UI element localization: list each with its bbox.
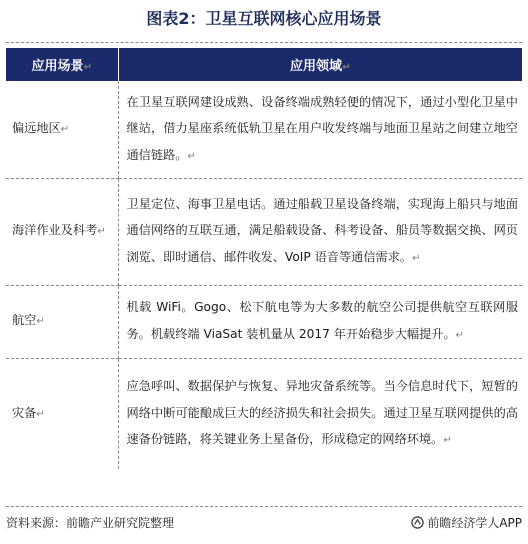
figure-title: 图表2：卫星互联网核心应用场景 [146,9,382,28]
publisher-credit [411,514,522,531]
paragraph-mark: ↵ [36,316,45,328]
bottom-rule [6,506,522,507]
application-table [6,48,522,469]
table-row [6,178,522,285]
table-row [6,358,522,469]
paragraph-mark: ↵ [83,62,92,73]
table-row [6,81,522,178]
row-desc-cell [118,178,522,285]
paragraph-mark: ↵ [443,435,452,446]
row-region: 偏远地区 [12,121,61,135]
header-field [118,48,522,81]
header-field-label: 应用领域 [290,59,343,74]
row-desc-cell [118,358,522,469]
paragraph-mark: ↵ [412,252,421,264]
row-region-cell [6,358,118,469]
row-region-cell [6,285,118,358]
publisher-name: 前瞻经济学人APP [427,516,522,530]
table-row [6,285,522,358]
row-desc: 在卫星互联网建设成熟、设备终端成熟轻便的情况下，通过小型化卫星中继站，借力星座系统低轨卫星在用户收发终端与地面卫星站之间建立地空通信链路。 [126,94,518,162]
paragraph-mark: ↵ [36,408,45,420]
header-scene [6,48,118,81]
paragraph-mark: ↵ [187,150,196,162]
row-region-cell [6,81,118,178]
paragraph-mark: ↵ [455,329,465,341]
row-desc: 卫星定位、海事卫星电话。通过船载卫星设备终端，实现海上船只与地面通信网络的互联互通，满足船载设备、科考设备、船员等数据交换、网页浏览、即时通信、邮件收发、VoIP 语音等通信需求。 [126,196,518,264]
source-note: 资料来源：前瞻产业研究院整理 [6,516,175,530]
header-row [6,48,522,81]
row-region: 海洋作业及科考 [12,223,98,238]
row-region: 灾备 [12,405,37,420]
paragraph-mark: ↵ [60,124,70,135]
row-region-cell [6,178,118,285]
paragraph-mark: ↵ [342,62,351,73]
publisher-logo-icon [411,516,424,529]
paragraph-mark: ↵ [97,226,106,238]
top-rule [6,42,522,43]
row-desc: 机载 WiFi。Gogo、松下航电等为大多数的航空公司提供航空互联网服务。机载终端 ViaSat 装机量从 2017 年开始稳步大幅提升。 [126,300,518,341]
row-desc-cell [118,81,522,178]
row-desc: 应急呼叫、数据保护与恢复、异地灾备系统等。当今信息时代下，短暂的网络中断可能酿成巨大的经济损失和社会损失。通过卫星互联网提供的高速备份链路，将关键业务上星备份，形成稳定的网络环境。 [126,379,518,446]
row-region: 航空 [12,313,37,328]
header-scene-label: 应用场景 [31,59,84,74]
row-desc-cell [118,285,522,358]
